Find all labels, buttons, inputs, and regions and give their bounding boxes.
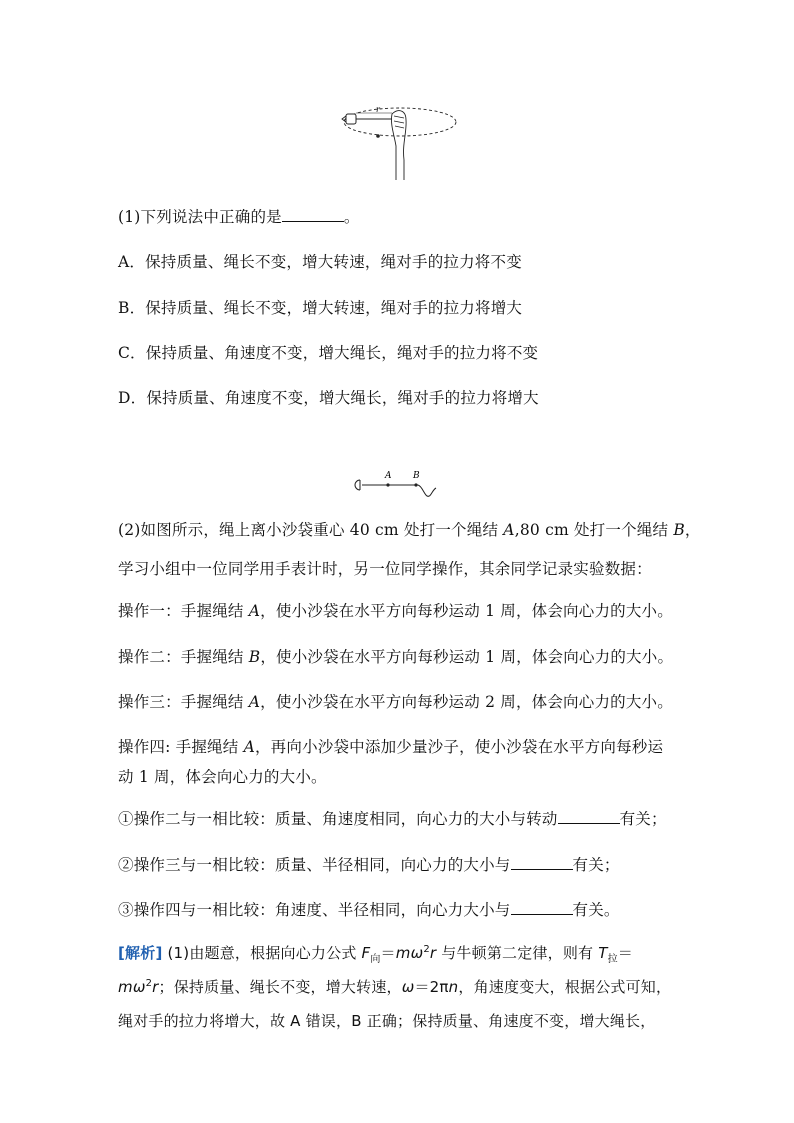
question1-stem: (1)下列说法中正确的是 。 bbox=[118, 208, 360, 226]
figure1-label-r: r bbox=[376, 105, 380, 114]
operation-4: 操作四: 手握绳结 A，再向小沙袋中添加少量沙子，使小沙袋在水平方向每秒运 bbox=[118, 738, 664, 756]
figure2-label-a: A bbox=[385, 471, 392, 481]
option-c: C．保持质量、角速度不变，增大绳长，绳对手的拉力将不变 bbox=[118, 344, 539, 362]
option-b: B．保持质量、绳长不变，增大转速，绳对手的拉力将增大 bbox=[118, 299, 523, 317]
figure-circular-motion bbox=[340, 100, 460, 185]
option-a: A．保持质量、绳长不变，增大转速，绳对手的拉力将不变 bbox=[118, 253, 522, 271]
solution-line-1: [解析] (1)由题意，根据向心力公式 $F_向=m\omega^2r$ 与牛顿第二定律，则有 $T_拉=$ bbox=[118, 944, 633, 965]
solution-tag: [解析] bbox=[118, 944, 163, 962]
comparison-1: ①操作二与一相比较：质量、角速度相同，向心力的大小与转动 有关； bbox=[118, 810, 667, 828]
question2-para1: (2)如图所示，绳上离小沙袋重心 40 cm 处打一个绳结 A,80 cm 处打一个绳结 B， bbox=[118, 521, 701, 539]
figure2-label-b: B bbox=[413, 471, 420, 481]
operation-1: 操作一：手握绳结 A，使小沙袋在水平方向每秒运动 1 周，体会向心力的大小。 bbox=[118, 602, 673, 620]
figure-rope-knots bbox=[352, 466, 442, 500]
solution-line-3: 绳对手的拉力将增大，故 A 错误，B 正确；保持质量、角速度不变，增大绳长， bbox=[118, 1012, 656, 1030]
comparison1-blank[interactable] bbox=[558, 823, 620, 824]
comparison-2: ②操作三与一相比较：质量、半径相同，向心力的大小与 有关； bbox=[118, 856, 620, 874]
solution-line-2: $m\omega^2r$；保持质量、绳长不变，增大转速，ω＝2πn，角速度变大，根据公式可知， bbox=[118, 978, 672, 996]
option-d: D．保持质量、角速度不变，增大绳长，绳对手的拉力将增大 bbox=[118, 389, 539, 407]
operation-3: 操作三：手握绳结 A，使小沙袋在水平方向每秒运动 2 周，体会向心力的大小。 bbox=[118, 693, 673, 711]
question1-blank[interactable] bbox=[282, 221, 344, 222]
operation-2: 操作二：手握绳结 B，使小沙袋在水平方向每秒运动 1 周，体会向心力的大小。 bbox=[118, 648, 674, 666]
question2-para2: 学习小组中一位同学用手表计时，另一位同学操作，其余同学记录实验数据： bbox=[118, 560, 652, 578]
comparison-3: ③操作四与一相比较：角速度、半径相同，向心力大小与 有关。 bbox=[118, 901, 620, 919]
comparison2-blank[interactable] bbox=[511, 869, 573, 870]
comparison3-blank[interactable] bbox=[511, 914, 573, 915]
operation-4-cont: 动 1 周，体会向心力的大小。 bbox=[118, 768, 327, 786]
